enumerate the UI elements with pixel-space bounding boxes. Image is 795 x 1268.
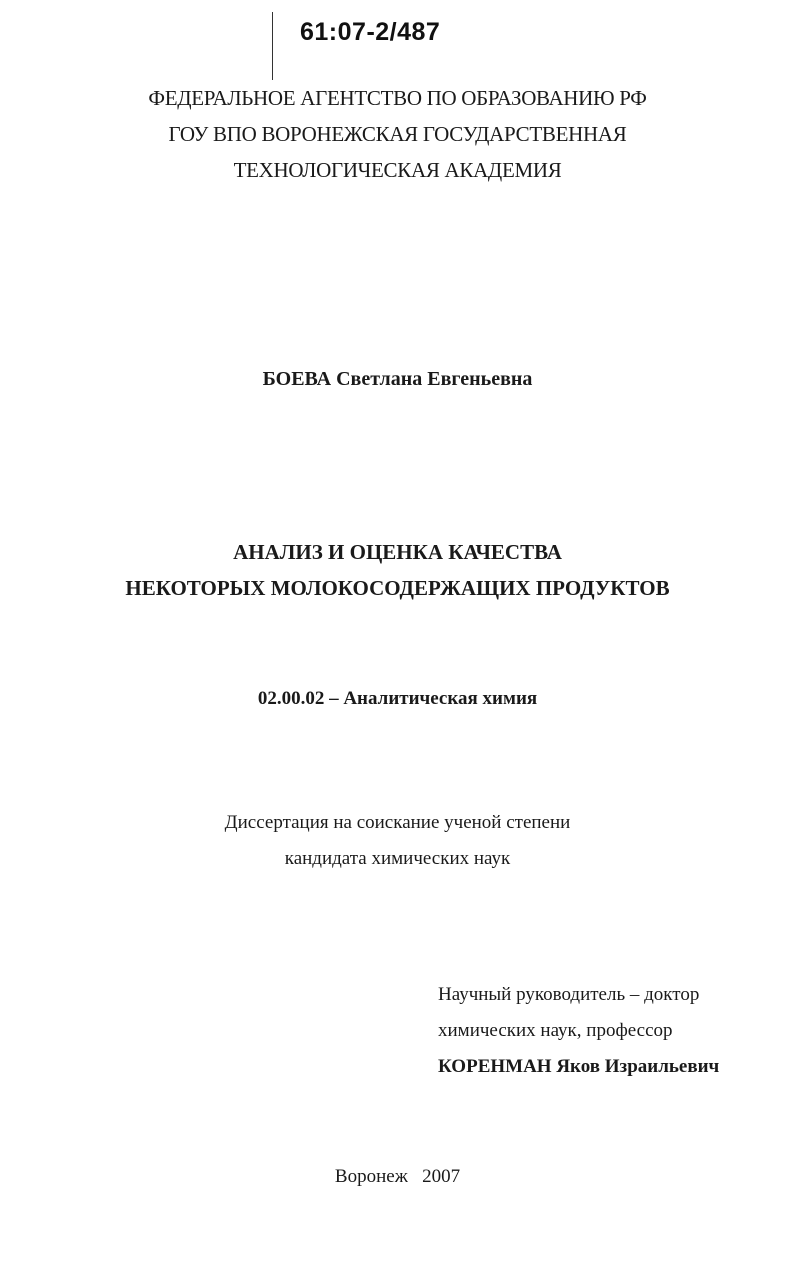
organization-line-2: ГОУ ВПО ВОРОНЕЖСКАЯ ГОСУДАРСТВЕННАЯ <box>168 122 627 146</box>
supervisor-name: КОРЕНМАН Яков Израильевич <box>438 1056 720 1077</box>
organization-line-1: ФЕДЕРАЛЬНОЕ АГЕНТСТВО ПО ОБРАЗОВАНИЮ РФ <box>148 86 647 110</box>
year: 2007 <box>422 1166 461 1187</box>
title-line-2: НЕКОТОРЫХ МОЛОКОСОДЕРЖАЩИХ ПРОДУКТОВ <box>125 576 670 600</box>
author-name: БОЕВА Светлана Евгеньевна <box>262 368 533 390</box>
dissertation-line-1: Диссертация на соискание ученой степени <box>224 812 571 833</box>
stamp-divider <box>272 12 273 80</box>
supervisor-line-2: химических наук, профессор <box>438 1020 673 1041</box>
organization-line-3: ТЕХНОЛОГИЧЕСКАЯ АКАДЕМИЯ <box>233 158 562 182</box>
supervisor-line-1: Научный руководитель – доктор <box>438 984 700 1005</box>
archive-stamp: 61:07-2/487 <box>300 18 441 46</box>
city-year <box>0 1166 795 1188</box>
title-line-1: АНАЛИЗ И ОЦЕНКА КАЧЕСТВА <box>233 540 562 564</box>
city: Воронеж <box>334 1166 408 1187</box>
specialty: 02.00.02 – Аналитическая химия <box>257 688 538 709</box>
dissertation-line-2: кандидата химических наук <box>284 848 511 869</box>
